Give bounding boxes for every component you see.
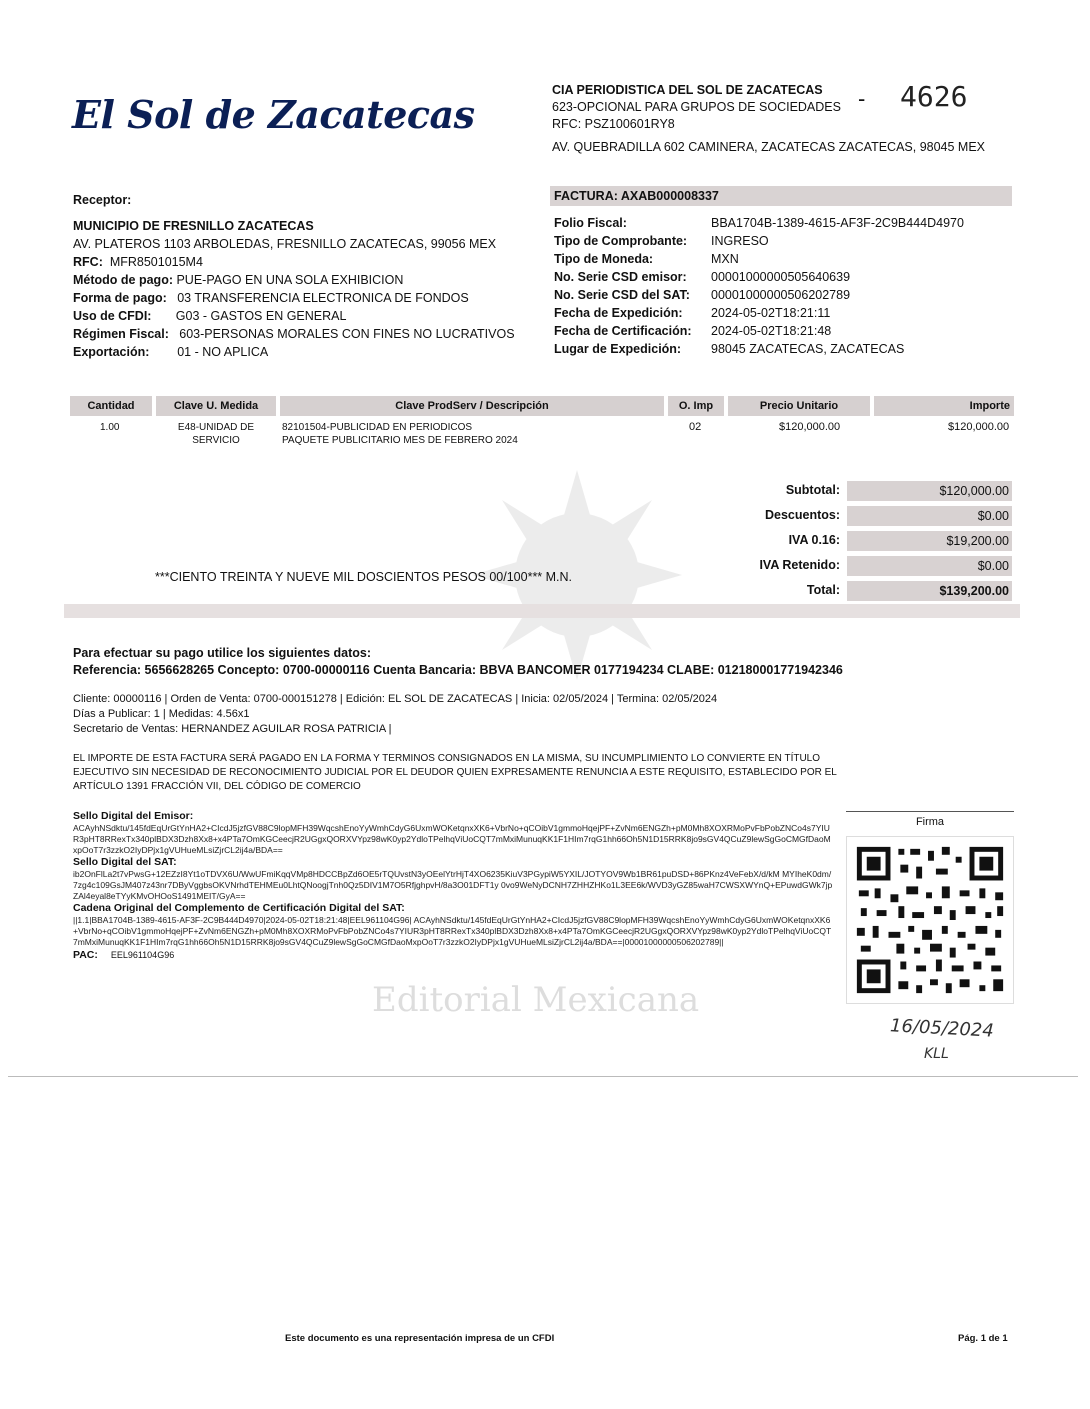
subtotal-label: Subtotal: bbox=[785, 483, 840, 497]
watermark-text: Editorial Mexicana bbox=[372, 980, 700, 1020]
cell-importe: $120,000.00 bbox=[948, 421, 1010, 433]
receptor-field: Régimen Fiscal: 603-PERSONAS MORALES CON FINES NO LUCRATIVOS bbox=[73, 327, 515, 341]
amount-in-words: ***CIENTO TREINTA Y NUEVE MIL DOSCIENTOS PESOS 00/100*** M.N. bbox=[155, 570, 573, 584]
factura-row: No. Serie CSD emisor: 00001000000505640639 bbox=[554, 270, 851, 284]
iva-label: IVA 0.16: bbox=[788, 533, 840, 547]
receptor-name: MUNICIPIO DE FRESNILLO ZACATECAS bbox=[73, 219, 314, 233]
order-line-3: Secretario de Ventas: HERNANDEZ AGUILAR ROSA PATRICIA | bbox=[73, 723, 392, 735]
receptor-field: Método de pago: PUE-PAGO EN UNA SOLA EXHIBICION bbox=[73, 273, 404, 287]
payment-info bbox=[73, 645, 843, 679]
sat-seal-title: Sello Digital del SAT: bbox=[73, 856, 177, 868]
cell-descripcion: 82101504-PUBLICIDAD EN PERIODICOS PAQUETE PUBLICITARIO MES DE FEBRERO 2024 bbox=[282, 422, 518, 446]
payment-line: Referencia: 5656628265 Concepto: 0700-00000116 Cuenta Bancaria: BBVA BANCOMER 0177194234 CLABE: 012180001771942346 bbox=[73, 663, 843, 677]
subtotal-value: $120,000.00 bbox=[847, 481, 1012, 501]
col-oimp: O. Imp bbox=[668, 396, 724, 416]
factura-title: FACTURA: AXAB000008337 bbox=[550, 186, 1012, 206]
receptor-field: Uso de CFDI: G03 - GASTOS EN GENERAL bbox=[73, 309, 347, 323]
cadena-title: Cadena Original del Complemento de Certificación Digital del SAT: bbox=[73, 902, 405, 914]
footer-text: Este documento es una representación impresa de un CFDI bbox=[285, 1333, 555, 1344]
col-descripcion: Clave ProdServ / Descripción bbox=[280, 396, 664, 416]
emisor-seal: ACAyhNSdktu/145fdEqUrGtYnHA2+CIcdJ5jzfGV88C9lopMFH39WqcshEnoYyWmhCdyG6UxmWOKetqnxXK6+VbrNo+qCOibV1gmmoHqejPF+ZvNm6ENGZh+pM0Mh8XOXRMoPvFbPobZNCo4s7YIUR3pHT8RRexTx340plBDX3Dzh8Xx8+x4PTa7OmKGCeecjR2UGgxQORXVYpz98wK0yp2YdloTPelhqViUoCQT7mMxiMunuqKK1F1HIm7rqG1hh66Oh5N1D15RRK8jo9sGV4QCuZ9lewSgGoCMGfDaoMxpOoT7r3zzkO2IyDPjx1gVUHueMLsiZjrCL2ij4a/BDA== bbox=[73, 823, 831, 855]
factura-details bbox=[554, 214, 964, 358]
factura-row: Fecha de Certificación: 2024-05-02T18:21:48 bbox=[554, 324, 832, 338]
receptor-field: Forma de pago: 03 TRANSFERENCIA ELECTRONICA DE FONDOS bbox=[73, 291, 469, 305]
issuer-block bbox=[552, 82, 985, 156]
cell-oimp: 02 bbox=[689, 421, 702, 433]
issuer-regime: 623-OPCIONAL PARA GRUPOS DE SOCIEDADES bbox=[552, 100, 841, 114]
receptor-block bbox=[73, 191, 515, 361]
col-importe: Importe bbox=[874, 396, 1014, 416]
order-line-1: Cliente: 00000116 | Orden de Venta: 0700-000151278 | Edición: EL SOL DE ZACATECAS | Inicia: 02/05/2024 | Termina: 02/05/2024 bbox=[73, 693, 718, 705]
factura-row: Tipo de Comprobante: INGRESO bbox=[554, 234, 769, 248]
iva-retenido-label: IVA Retenido: bbox=[759, 558, 840, 572]
total-value: $139,200.00 bbox=[847, 581, 1012, 601]
sat-seal: ib2OnFlLa2t7vPwsG+12EZzI8Yt1oTDVX6U/WwUFmiKqqVMp8HDCCBpZd6OE5rTQUvstN3yOEelYtrHjT4XO6235KiuV3PGypiW5YXIL/JOTYOV9Wb1BR61puDSD+86PKnz4VeFebX/d/kM MYIheK0dm/7zg4c109GsJM407z43nr7DByVggbsOKVNrhdTEHMEu0LhtQNoogjTnh0Qz5DIV1M7O5RfjghpvH/8a3O01DFT1y 0vo9WeNyDCNH7ZHHZHKo1L3EE6k/WVD3yGZ85waH7CWSXWYnQ+EPuwdGWk7jpZAl4eyal8eTYyKMvOHOoS1491MEIT/GyA== bbox=[73, 869, 833, 901]
issuer-address: AV. QUEBRADILLA 602 CAMINERA, ZACATECAS ZACATECAS, 98045 MEX bbox=[552, 140, 986, 154]
digital-seals bbox=[73, 810, 833, 961]
factura-row: Fecha de Expedición: 2024-05-02T18:21:11 bbox=[554, 306, 831, 320]
factura-row: Folio Fiscal: BBA1704B-1389-4615-AF3F-2C9B444D4970 bbox=[554, 216, 964, 230]
descuentos-value: $0.00 bbox=[847, 506, 1012, 526]
pac-value: EEL961104G96 bbox=[110, 950, 175, 960]
iva-value: $19,200.00 bbox=[847, 531, 1012, 551]
receptor-title: Receptor: bbox=[73, 193, 132, 207]
cell-medida: E48-UNIDAD DE SERVICIO bbox=[177, 422, 255, 446]
total-label: Total: bbox=[806, 583, 840, 597]
handwritten-folio: 4626 bbox=[900, 80, 968, 113]
factura-row: Tipo de Moneda: MXN bbox=[554, 252, 739, 266]
page-number: Pág. 1 de 1 bbox=[958, 1333, 1008, 1344]
factura-row: Lugar de Expedición: 98045 ZACATECAS, ZACATECAS bbox=[554, 342, 905, 356]
pac-label: PAC: bbox=[73, 949, 98, 961]
handwritten-date: 16/05/2024 bbox=[889, 1015, 995, 1042]
emisor-seal-title: Sello Digital del Emisor: bbox=[73, 810, 194, 822]
newspaper-logo: El Sol de Zacatecas bbox=[72, 92, 475, 137]
receptor-field: RFC: MFR8501015M4 bbox=[73, 255, 203, 269]
receptor-field: Exportación: 01 - NO APLICA bbox=[73, 345, 269, 359]
order-line-2: Días a Publicar: 1 | Medidas: 4.56x1 bbox=[73, 708, 250, 720]
col-cantidad: Cantidad bbox=[70, 396, 152, 416]
descuentos-label: Descuentos: bbox=[764, 508, 840, 522]
issuer-rfc: RFC: PSZ100601RY8 bbox=[552, 117, 675, 131]
cell-cantidad: 1.00 bbox=[100, 422, 120, 433]
qr-code-icon bbox=[846, 836, 1014, 1004]
firma-label: Firma bbox=[915, 816, 945, 828]
factura-row: No. Serie CSD del SAT: 00001000000506202789 bbox=[554, 288, 851, 302]
legal-notice: EL IMPORTE DE ESTA FACTURA SERÁ PAGADO EN LA FORMA Y TERMINOS CONSIGNADOS EN LA MISMA, SU INCUMPLIMIENTO LO CONVIERTE EN TÍTULO EJECUTIVO SIN NECESIDAD DE RECONOCIMIENTO JUDICIAL POR EL DEUDOR QUIEN EXPRESAMENTE RENUNCIA A ESTE REQUISITO, ESTABLECIDO POR EL ARTÍCULO 1391 FRACCIÓN VII, DEL CÓDIGO DE COMERCIO bbox=[73, 753, 837, 792]
order-details bbox=[73, 692, 717, 737]
issuer-name: CIA PERIODISTICA DEL SOL DE ZACATECAS bbox=[552, 83, 823, 97]
col-medida: Clave U. Medida bbox=[156, 396, 276, 416]
handwritten-initials: KLL bbox=[924, 1046, 949, 1062]
firma-line bbox=[846, 811, 1014, 812]
payment-title: Para efectuar su pago utilice los siguientes datos: bbox=[73, 646, 371, 660]
bottom-divider bbox=[8, 1076, 1078, 1077]
cell-precio: $120,000.00 bbox=[779, 421, 841, 433]
separator-band bbox=[64, 604, 1020, 618]
items-table-header bbox=[70, 396, 1014, 416]
cadena-original: ||1.1|BBA1704B-1389-4615-AF3F-2C9B444D4970|2024-05-02T18:21:48|EEL961104G96| ACAyhNSdktu/145fdEqUrGtYnHA2+CIcdJ5jzfGV88C9lopMFH39WqcshEnoYyWmhCdyG6UxmWOKetqnxXK6+VbrNo+qCOibV1gmmoHqejPF+ZvNm6ENGZh+pM0Mh8XOXRMoPvFbPobZNCo4s7YIUR3pHT8RRexTx340plBDX3Dzh8Xx8+x4PTa7OmKGCeecjR2UGgxQORXVYpz98wK0yp2YdloTPelhqViUoCQT7mMxiMunuqKK1F1HIm7rqG1hh66Oh5N1D15RRK8jo9sGV4QCuZ9lewSgGoCMGfDaoMxpOoT7r3zzkO2IyDPjx1gVUHueMLsiZjrCL2ij4a/BDA==|00001000000506202789|| bbox=[73, 915, 832, 947]
iva-retenido-value: $0.00 bbox=[847, 556, 1012, 576]
folio-dash: - bbox=[858, 86, 866, 111]
col-precio: Precio Unitario bbox=[728, 396, 870, 416]
receptor-address: AV. PLATEROS 1103 ARBOLEDAS, FRESNILLO ZACATECAS, 99056 MEX bbox=[73, 237, 497, 251]
